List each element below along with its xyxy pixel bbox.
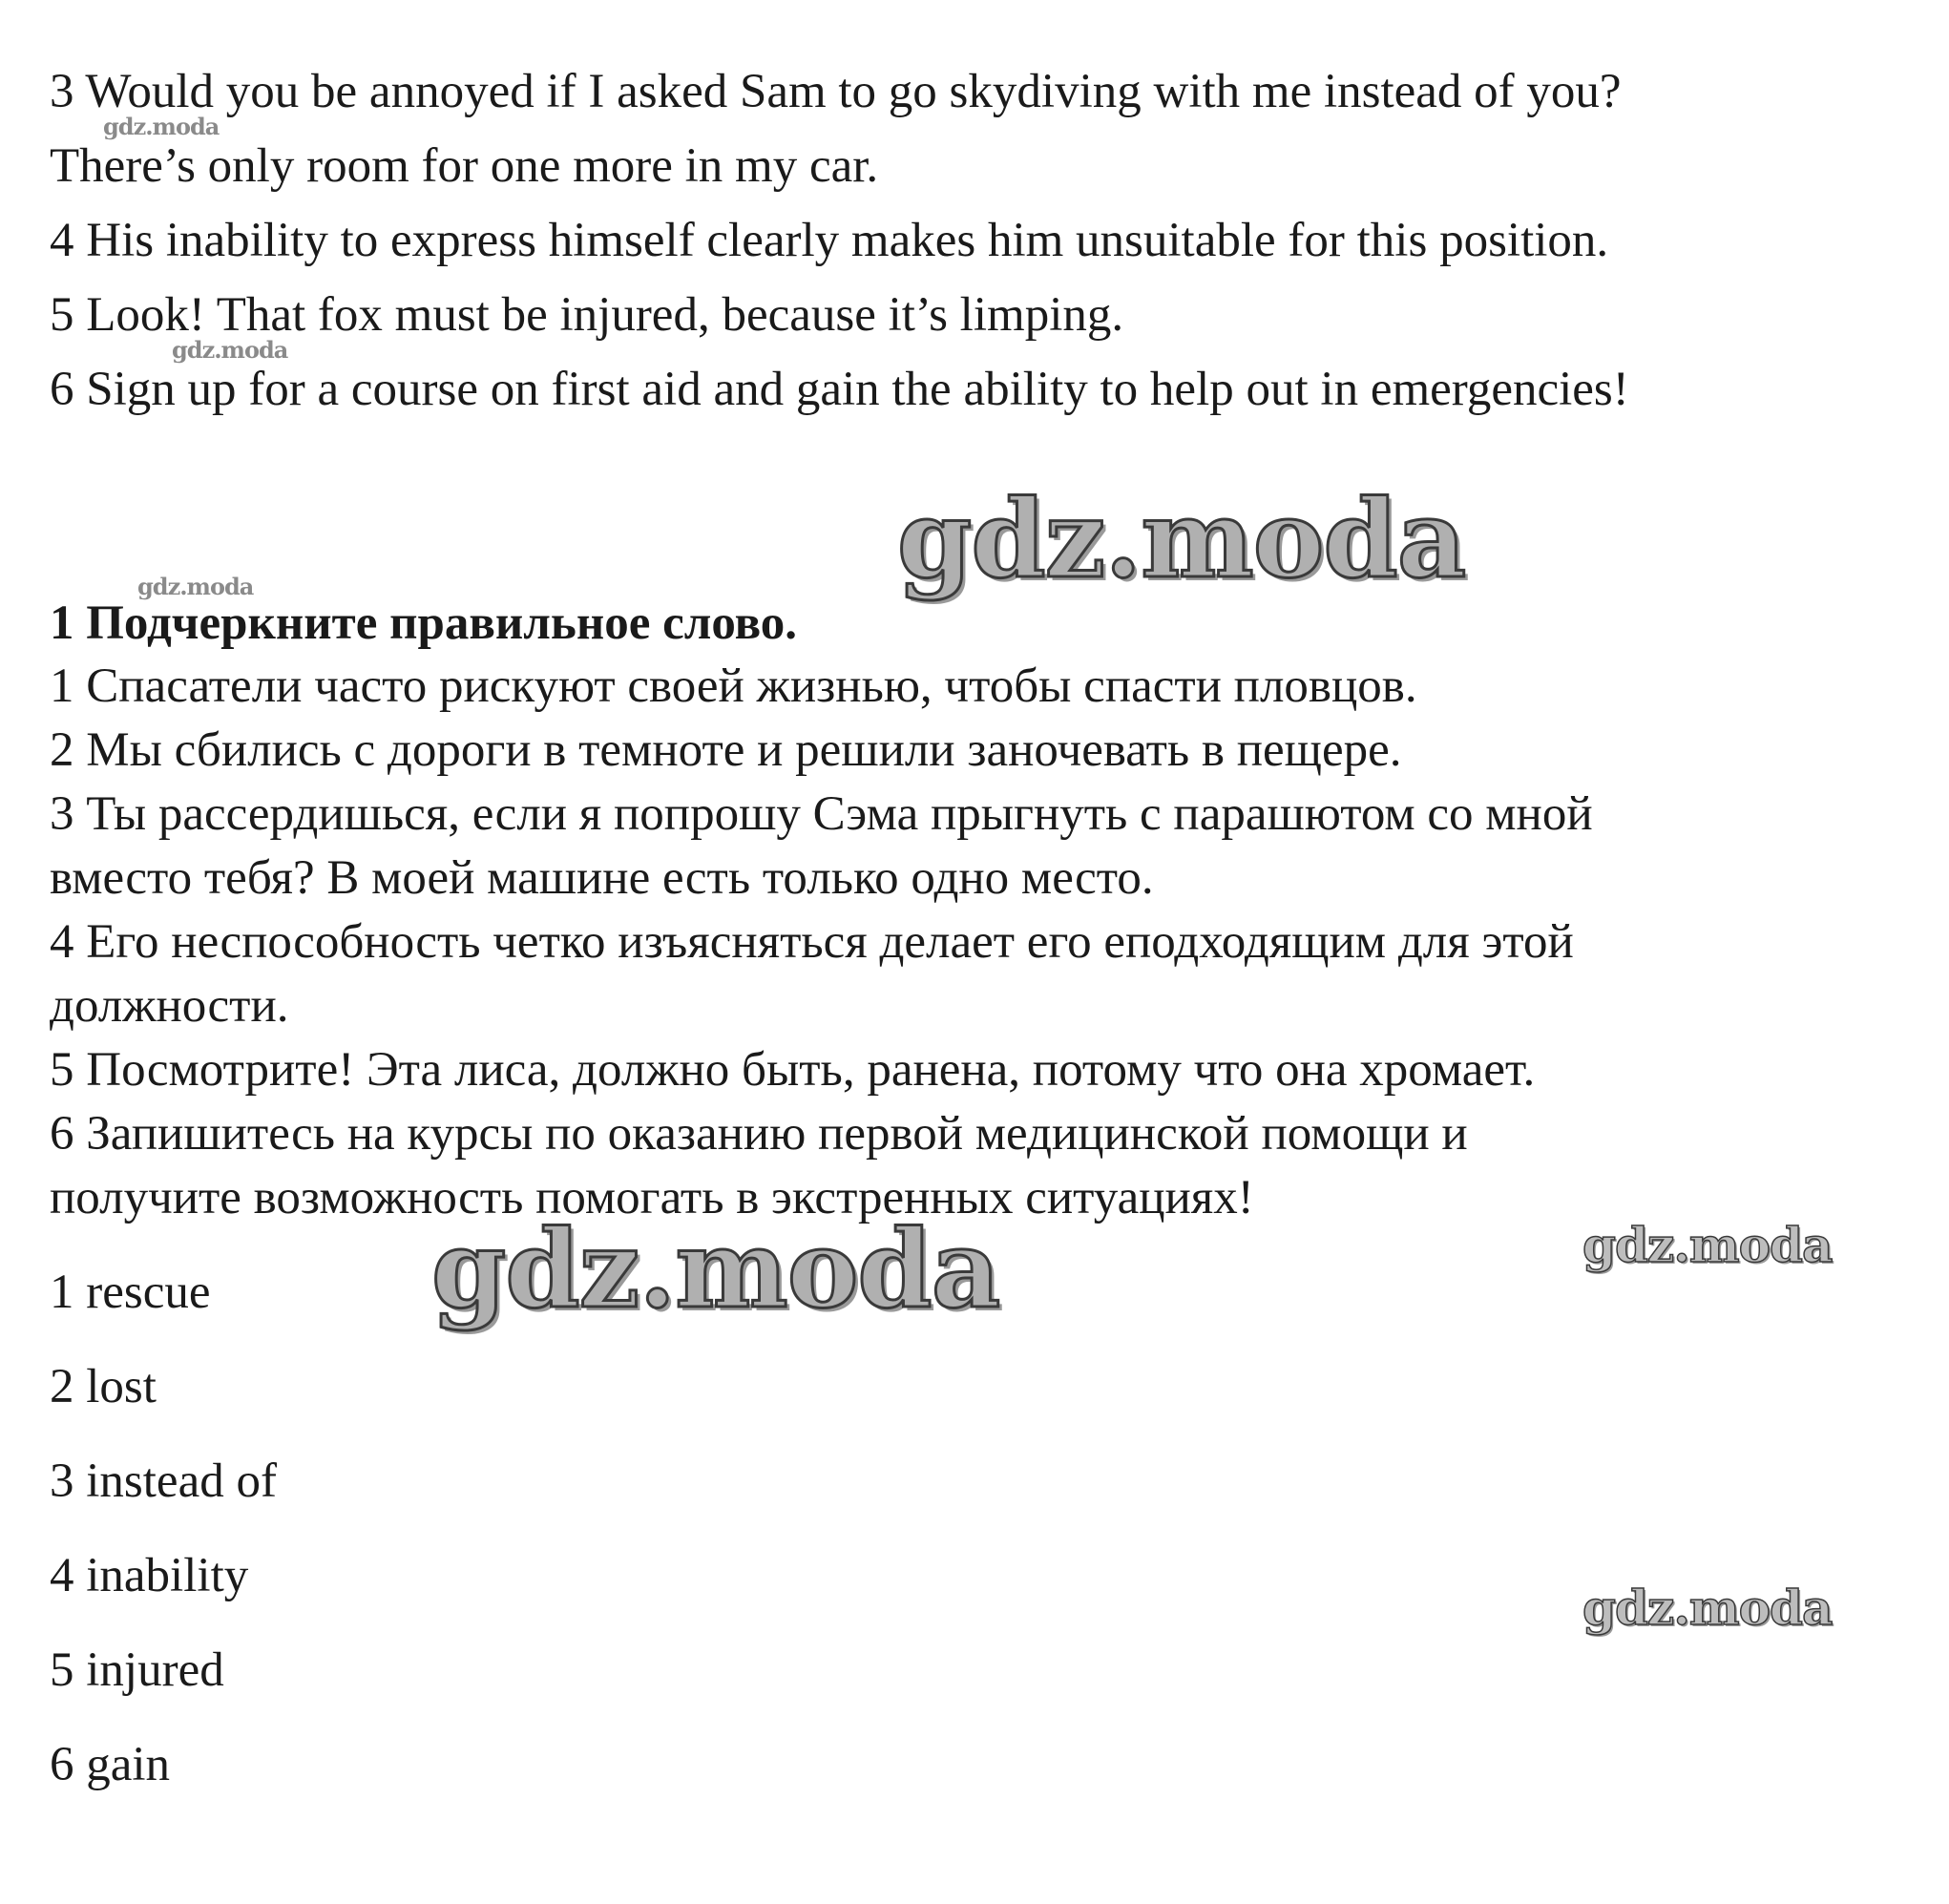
watermark-small: gdz.moda	[172, 336, 288, 364]
answer-item: 5 injured	[50, 1643, 224, 1697]
watermark-large: gdz.moda	[431, 1207, 1000, 1332]
russian-translation-line: 1 Спасатели часто рискуют своей жизнью, чтобы спасти пловцов.	[50, 659, 1417, 713]
russian-translation-line: 5 Посмотрите! Эта лиса, должно быть, ранена, потому что она хромает.	[50, 1043, 1536, 1097]
task-heading: 1 Подчеркните правильное слово.	[50, 596, 798, 650]
answer-item: 4 inability	[50, 1549, 249, 1602]
english-sentence: There’s only room for one more in my car.	[50, 139, 879, 193]
russian-translation-line: вместо тебя? В моей машине есть только одно место.	[50, 851, 1154, 905]
answer-item: 6 gain	[50, 1738, 171, 1791]
russian-translation-line: 2 Мы сбились с дороги в темноте и решили заночевать в пещере.	[50, 723, 1402, 777]
russian-translation-line: 6 Запишитесь на курсы по оказанию первой медицинской помощи и	[50, 1107, 1468, 1161]
russian-translation-line: 4 Его неспособность четко изъясняться делает его еподходящим для этой	[50, 915, 1574, 969]
watermark-medium: gdz.moda	[1582, 1217, 1833, 1273]
answer-item: 2 lost	[50, 1360, 157, 1413]
watermark-small: gdz.moda	[137, 573, 254, 600]
english-sentence: 4 His inability to express himself clearly makes him unsuitable for this position.	[50, 214, 1609, 267]
watermark-medium: gdz.moda	[1582, 1580, 1833, 1636]
russian-translation-line: получите возможность помогать в экстренных ситуациях!	[50, 1171, 1254, 1224]
english-sentence: 6 Sign up for a course on first aid and gain the ability to help out in emergencies!	[50, 363, 1629, 416]
answer-item: 3 instead of	[50, 1454, 277, 1508]
answer-item: 1 rescue	[50, 1266, 211, 1319]
english-sentence: 5 Look! That fox must be injured, because it’s limping.	[50, 288, 1124, 342]
russian-translation-line: 3 Ты рассердишься, если я попрошу Сэма прыгнуть с парашютом со мной	[50, 787, 1593, 841]
russian-translation-line: должности.	[50, 979, 289, 1033]
english-sentence: 3 Would you be annoyed if I asked Sam to go skydiving with me instead of you?	[50, 65, 1622, 118]
watermark-large: gdz.moda	[897, 477, 1466, 602]
watermark-small: gdz.moda	[103, 113, 220, 140]
